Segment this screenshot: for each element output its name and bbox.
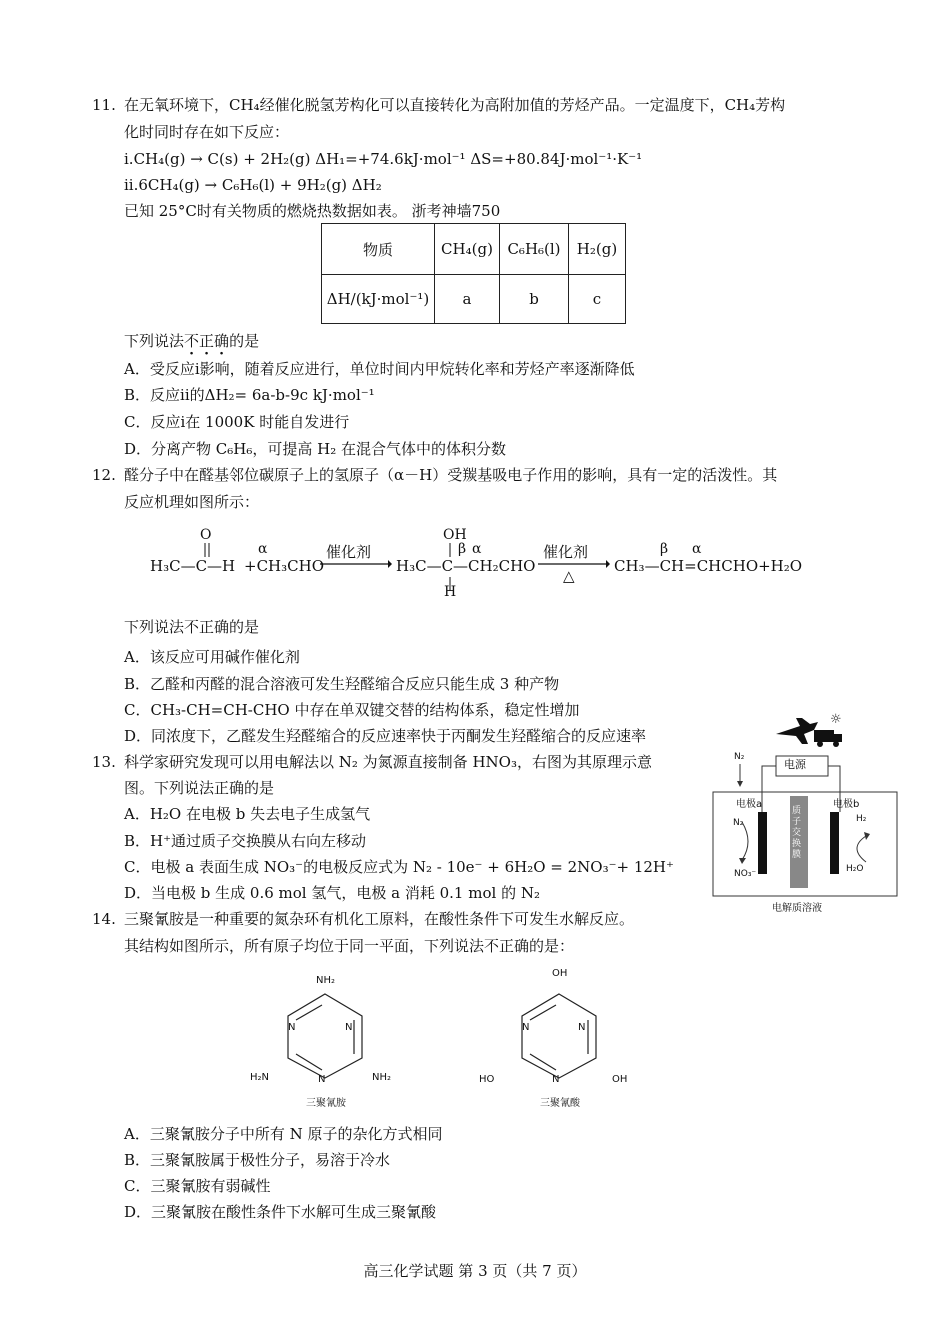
q11-stem-line2: 化时同时存在如下反应： [124, 123, 290, 141]
power-source-label: 电源 [784, 758, 806, 771]
q14-option-b: B．三聚氰胺属于极性分子，易溶于冷水 [124, 1151, 391, 1169]
h2-label: H₂ [856, 814, 867, 824]
aldol-product: H₃C—C—CH₂CHO [396, 557, 536, 575]
melamine-caption: 三聚氰胺 [306, 1098, 346, 1109]
membrane-label: 质子交换膜 [792, 806, 802, 860]
catalyst-label-1: 催化剂 [326, 543, 372, 561]
table-cell: c [569, 275, 626, 324]
reaction-arrow-1 [320, 558, 392, 570]
table-header-cell: 物质 [322, 224, 435, 275]
q11-reaction-ii: ii.6CH₄(g) → C₆H₆(l) + 9H₂(g) ΔH₂ [124, 176, 382, 194]
cyanuric-oh-right: OH [612, 1074, 628, 1085]
q14-option-a: A．三聚氰胺分子中所有 N 原子的杂化方式相同 [124, 1125, 443, 1143]
electrolyte-label: 电解质溶液 [772, 903, 822, 914]
melamine-nh2-top: NH₂ [316, 975, 336, 986]
q14-option-d: D．三聚氰胺在酸性条件下水解可生成三聚氰酸 [124, 1203, 437, 1221]
q13-stem-line1: 科学家研究发现可以用电解法以 N₂ 为氮源直接制备 HNO₃，右图为其原理示意 [124, 753, 652, 771]
q11-question-stem: 下列说法不正确的是 [124, 332, 260, 350]
q12-option-d: D．同浓度下，乙醛发生羟醛缩合的反应速率快于丙酮发生羟醛缩合的反应速率 [124, 727, 647, 745]
beta-label-2: β [660, 541, 669, 557]
table-cell: ΔH/(kJ·mol⁻¹) [322, 275, 435, 324]
table-header-cell: H₂(g) [569, 224, 626, 275]
alpha-label: α [258, 541, 268, 557]
q11-reaction-i: i.CH₄(g) → C(s) + 2H₂(g) ΔH₁=+74.6kJ·mol⁻¹ ΔS=+80.84J·mol⁻¹·K⁻¹ [124, 150, 643, 168]
q11-option-a: A．受反应i影响，随着反应进行，单位时间内甲烷转化率和芳烃产率逐渐降低 [124, 360, 635, 378]
nitrate-label: NO₃⁻ [734, 869, 757, 879]
cyanuric-oh-top: OH [552, 968, 568, 979]
alpha-label-3: α [692, 541, 702, 557]
q11-option-c: C．反应i在 1000K 时能自发进行 [124, 413, 350, 431]
cyanuric-caption: 三聚氰酸 [540, 1098, 580, 1109]
cyanuric-oh-left: HO [479, 1074, 495, 1085]
alpha-label-2: α [472, 541, 482, 557]
q14-option-c: C．三聚氰胺有弱碱性 [124, 1177, 271, 1195]
carbonyl-oxygen: O [200, 527, 212, 543]
sun-icon: ☼ [830, 712, 842, 727]
melamine-n: N [318, 1074, 326, 1085]
cyanuric-n: N [552, 1074, 560, 1085]
electrode-a-label: 电极a [736, 799, 763, 810]
final-product: CH₃—CH=CHCHO+H₂O [614, 557, 803, 575]
double-bond-mark [200, 543, 214, 557]
q12-option-b: B．乙醛和丙醛的混合溶液可发生羟醛缩合反应只能生成 3 种产物 [124, 675, 560, 693]
melamine-n: N [288, 1022, 296, 1033]
table-header-cell: C₆H₆(l) [500, 224, 569, 275]
n2-inlet-label: N₂ [734, 752, 745, 762]
q13-option-a: A．H₂O 在电极 b 失去电子生成氢气 [124, 805, 371, 823]
q13-option-d: D．当电极 b 生成 0.6 mol 氢气，电极 a 消耗 0.1 mol 的 N₂ [124, 884, 540, 902]
q13-stem-line2: 图。下列说法正确的是 [124, 779, 275, 797]
q13-option-c: C．电极 a 表面生成 NO₃⁻的电极反应式为 N₂ - 10e⁻ + 6H₂O = 2NO₃⁻+ 12H⁺ [124, 858, 674, 876]
table-cell: b [500, 275, 569, 324]
cyanuric-n: N [578, 1022, 586, 1033]
melamine-n: N [345, 1022, 353, 1033]
electrode-b-label: 电极b [833, 799, 860, 810]
hydroxyl-label: OH [443, 527, 467, 543]
q12-number: 12. [92, 466, 116, 484]
q12-stem-line1: 醛分子中在醛基邻位碳原子上的氢原子（α－H）受羰基吸电子作用的影响，具有一定的活泼性。其 [124, 466, 778, 484]
reactant-ch3cho: +CH₃CHO [244, 557, 324, 575]
catalyst-label-2: 催化剂 [543, 543, 589, 561]
q11-number: 11. [92, 96, 116, 114]
page-footer: 高三化学试题 第 3 页（共 7 页） [363, 1262, 587, 1280]
n2-left-label: N₂ [733, 818, 744, 828]
heat-symbol: △ [563, 567, 575, 585]
beta-label: β [458, 541, 467, 557]
reactant-acetaldehyde: H₃C—C—H [150, 557, 236, 575]
q11-option-d: D．分离产物 C₆H₆，可提高 H₂ 在混合气体中的体积分数 [124, 440, 507, 458]
melamine-nh2-left: H₂N [250, 1072, 270, 1083]
q14-stem-line1: 三聚氰胺是一种重要的氮杂环有机化工原料，在酸性条件下可发生水解反应。 [124, 910, 635, 928]
combustion-heat-table [321, 223, 626, 324]
h2o-label: H₂O [846, 864, 864, 874]
melamine-ring [270, 990, 380, 1080]
hydrogen-label: H [444, 584, 457, 600]
table-cell: a [435, 275, 500, 324]
q12-option-a: A．该反应可用碱作催化剂 [124, 648, 300, 666]
cyanuric-ring [504, 990, 614, 1080]
q14-number: 14. [92, 910, 116, 928]
q11-stem-line1: 在无氧环境下，CH₄经催化脱氢芳构化可以直接转化为高附加值的芳烃产品。一定温度下，CH₄芳构 [124, 96, 786, 114]
q14-stem-line2: 其结构如图所示，所有原子均位于同一平面，下列说法不正确的是： [124, 937, 575, 955]
q13-number: 13. [92, 753, 116, 771]
q13-option-b: B．H⁺通过质子交换膜从右向左移动 [124, 832, 367, 850]
q12-question-stem: 下列说法不正确的是 [124, 618, 260, 636]
q12-option-c: C．CH₃-CH=CH-CHO 中存在单双键交替的结构体系，稳定性增加 [124, 701, 580, 719]
melamine-nh2-right: NH₂ [372, 1072, 392, 1083]
q12-stem-line2: 反应机理如图所示： [124, 493, 260, 511]
q11-option-b: B．反应ii的ΔH₂= 6a-b-9c kJ·mol⁻¹ [124, 386, 375, 404]
q11-known-data: 已知 25°C时有关物质的燃烧热数据如表。 浙考神墙750 [124, 202, 501, 220]
cyanuric-n: N [522, 1022, 530, 1033]
table-header-cell: CH₄(g) [435, 224, 500, 275]
